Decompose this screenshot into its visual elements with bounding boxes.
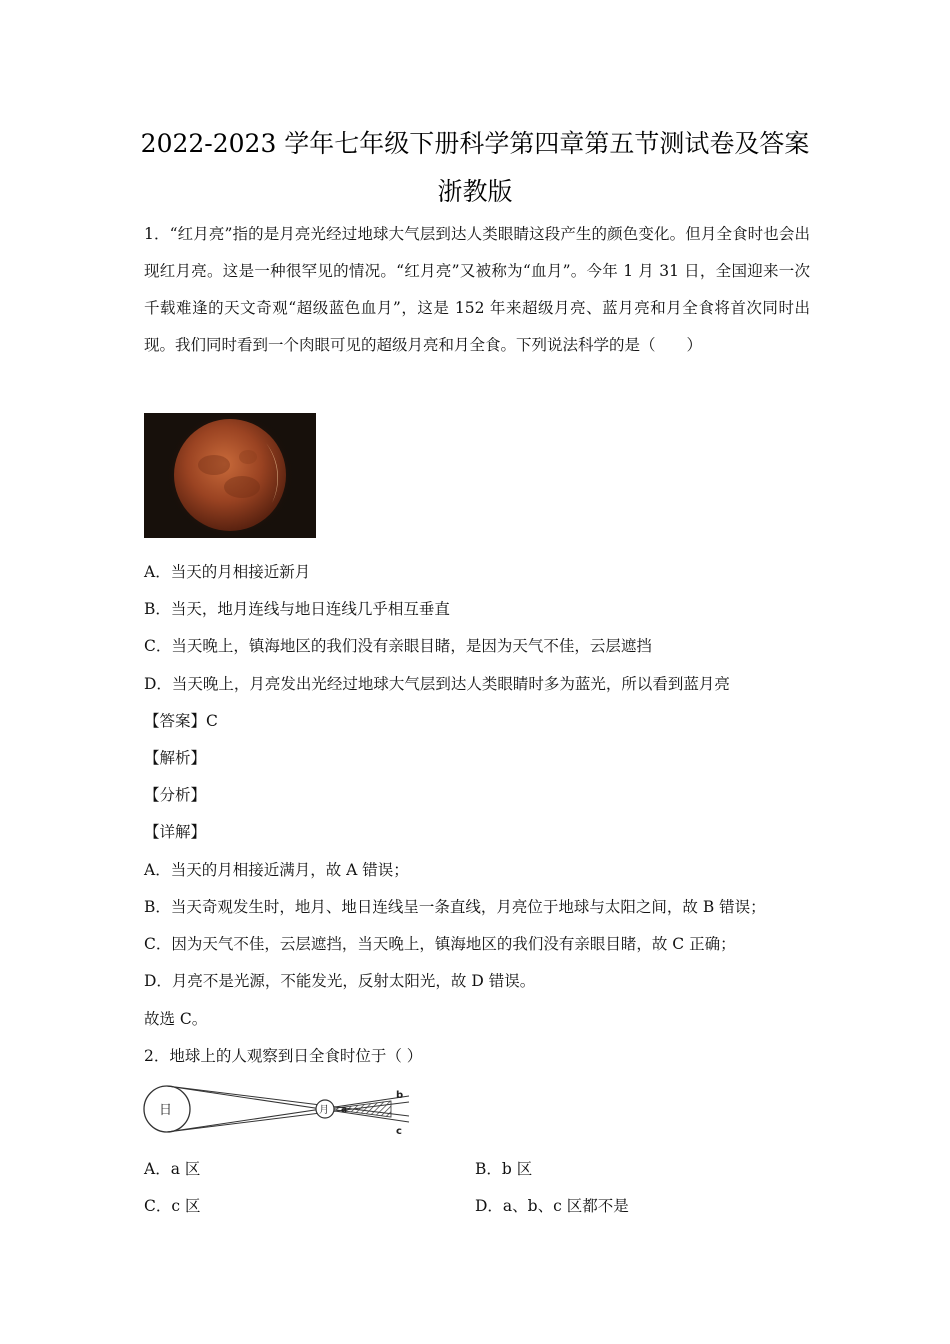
solar-eclipse-diagram — [143, 1082, 411, 1140]
q1-detail-heading: 【详解】 — [144, 823, 207, 841]
document-subtitle: 浙教版 — [437, 177, 513, 206]
diagram-label-a: a — [341, 1105, 348, 1115]
q2-option-b: B．b 区 — [475, 1160, 533, 1178]
diagram-label-sun: 日 — [159, 1103, 173, 1118]
q1-option-c: C．当天晚上，镇海地区的我们没有亲眼目睹，是因为天气不佳，云层遮挡 — [144, 637, 652, 655]
diagram-label-c: c — [396, 1126, 402, 1137]
q1-analysis-heading: 【解析】 — [144, 749, 207, 767]
question-2-stem: 2．地球上的人观察到日全食时位于（ ） — [144, 1047, 423, 1065]
q1-explain-c: C．因为天气不佳，云层遮挡，当天晚上，镇海地区的我们没有亲眼目睹，故 C 正确； — [144, 935, 736, 953]
blood-moon-photo — [144, 413, 316, 538]
q1-option-b: B．当天，地月连线与地日连线几乎相互垂直 — [144, 600, 450, 618]
q2-option-d: D．a、b、c 区都不是 — [475, 1197, 629, 1215]
q1-explain-a: A．当天的月相接近满月，故 A 错误； — [144, 861, 409, 879]
q1-explain-b: B．当天奇观发生时，地月、地日连线呈一条直线，月亮位于地球与太阳之间，故 B 错误； — [144, 898, 766, 916]
diagram-label-b: b — [396, 1090, 404, 1101]
q1-fenxi-heading: 【分析】 — [144, 786, 207, 804]
diagram-label-moon: 月 — [319, 1105, 329, 1116]
q1-answer: 【答案】C — [144, 712, 218, 730]
document-title: 2022-2023 学年七年级下册科学第四章第五节测试卷及答案 — [140, 129, 810, 158]
q2-option-a: A．a 区 — [144, 1160, 201, 1178]
q1-option-a: A．当天的月相接近新月 — [144, 563, 311, 581]
q2-option-c: C．c 区 — [144, 1197, 201, 1215]
q1-option-d: D．当天晚上，月亮发出光经过地球大气层到达人类眼睛时多为蓝光，所以看到蓝月亮 — [144, 675, 730, 693]
q1-explain-d: D．月亮不是光源，不能发光，反射太阳光，故 D 错误。 — [144, 972, 536, 990]
q1-conclusion: 故选 C。 — [144, 1010, 208, 1028]
question-1-stem: 1．“红月亮”指的是月亮光经过地球大气层到达人类眼睛这段产生的颜色变化。但月全食时也会出现红月亮。这是一种很罕见的情况。“红月亮”又被称为“血月”。今年 1 月 31 日，全国迎来一次千载难逢的天文奇观“超级蓝色血月”，这是 152 年来超级月亮、蓝月亮和月全食将首次同时出现。我们同时看到一个肉眼可见的超级月亮和月全食。下列说法科学的是（ ） — [144, 225, 810, 354]
